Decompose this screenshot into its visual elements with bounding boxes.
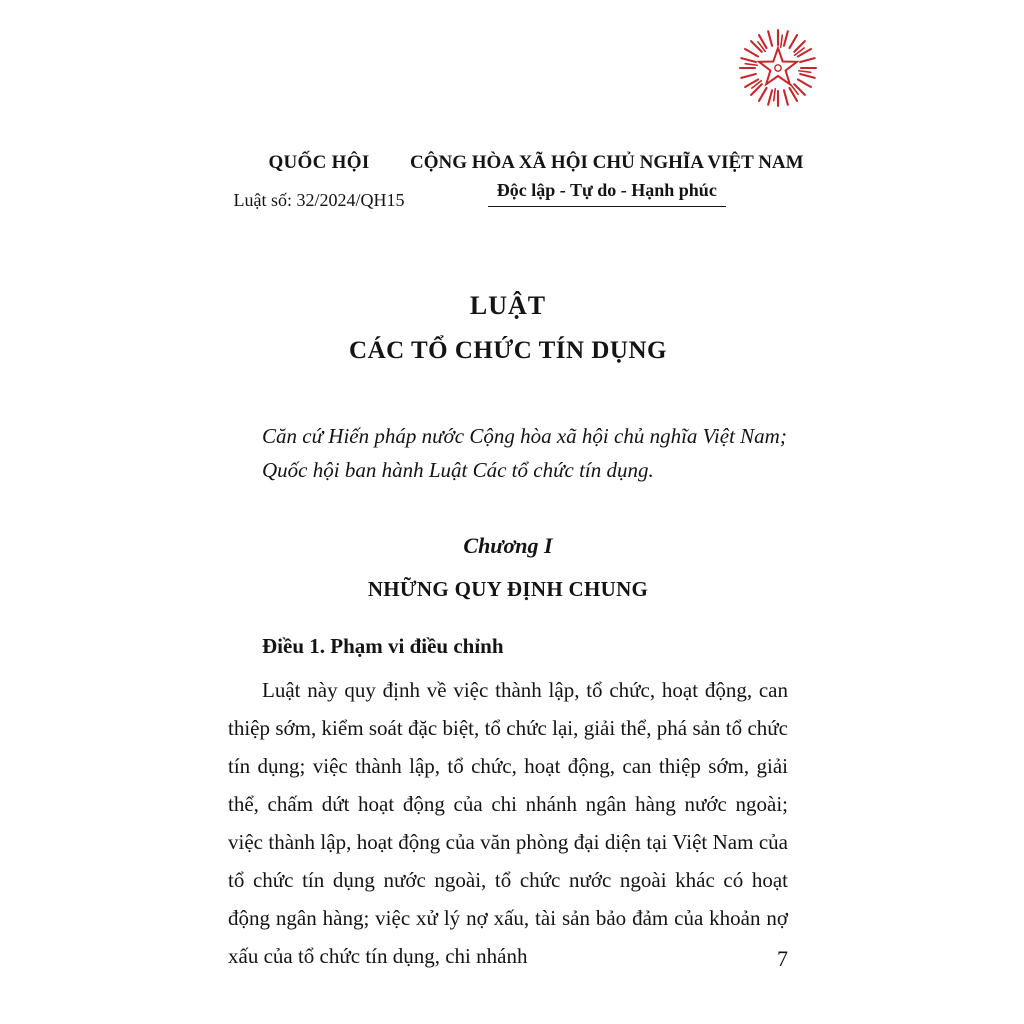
chapter-title: NHỮNG QUY ĐỊNH CHUNG [367,577,649,601]
publisher-emblem-icon [736,26,820,110]
law-title-block [228,291,788,365]
header-left-column [228,152,410,211]
article-body-text: Luật này quy định về việc thành lập, tổ chức, hoạt động, can thiệp sớm, kiểm soát đặc biệt, tổ chức lại, giải thể, phá sản tổ chức tín dụng; việc thành lập, tổ chức, hoạt động, can thiệp sớm, giải thể, chấm dứt hoạt động của chi nhánh ngân hàng nước ngoài; việc thành lập, hoạt động của văn phòng đại diện tại Việt Nam của tổ chức tín dụng nước ngoài, tổ chức nước ngoài khác có hoạt động ngân hàng; việc xử lý nợ xấu, tài sản bảo đảm của khoản nợ xấu của tổ chức tín dụng, chi nhánh [228,678,788,968]
national-title: CỘNG HÒA XÃ HỘI CHỦ NGHĨA VIỆT NAM [410,152,804,173]
chapter-label: Chương I [463,533,553,558]
header-right-column [410,152,804,207]
law-title-line1: LUẬT [469,291,547,320]
motto-underline [488,206,726,207]
document-header [228,152,804,211]
article-heading: Điều 1. Phạm vi điều chỉnh [262,634,504,658]
preamble-paragraph-1: Căn cứ Hiến pháp nước Cộng hòa xã hội chủ nghĩa Việt Nam; [262,424,787,448]
law-title-line2: CÁC TỔ CHỨC TÍN DỤNG [349,337,667,364]
issuing-body-title: QUỐC HỘI [268,152,370,173]
national-motto: Độc lập - Tự do - Hạnh phúc [496,180,717,200]
preamble-paragraph-2: Quốc hội ban hành Luật Các tổ chức tín dụng. [262,458,654,482]
law-number: Luật số: 32/2024/QH15 [233,190,405,210]
page-number: 7 [777,946,788,971]
